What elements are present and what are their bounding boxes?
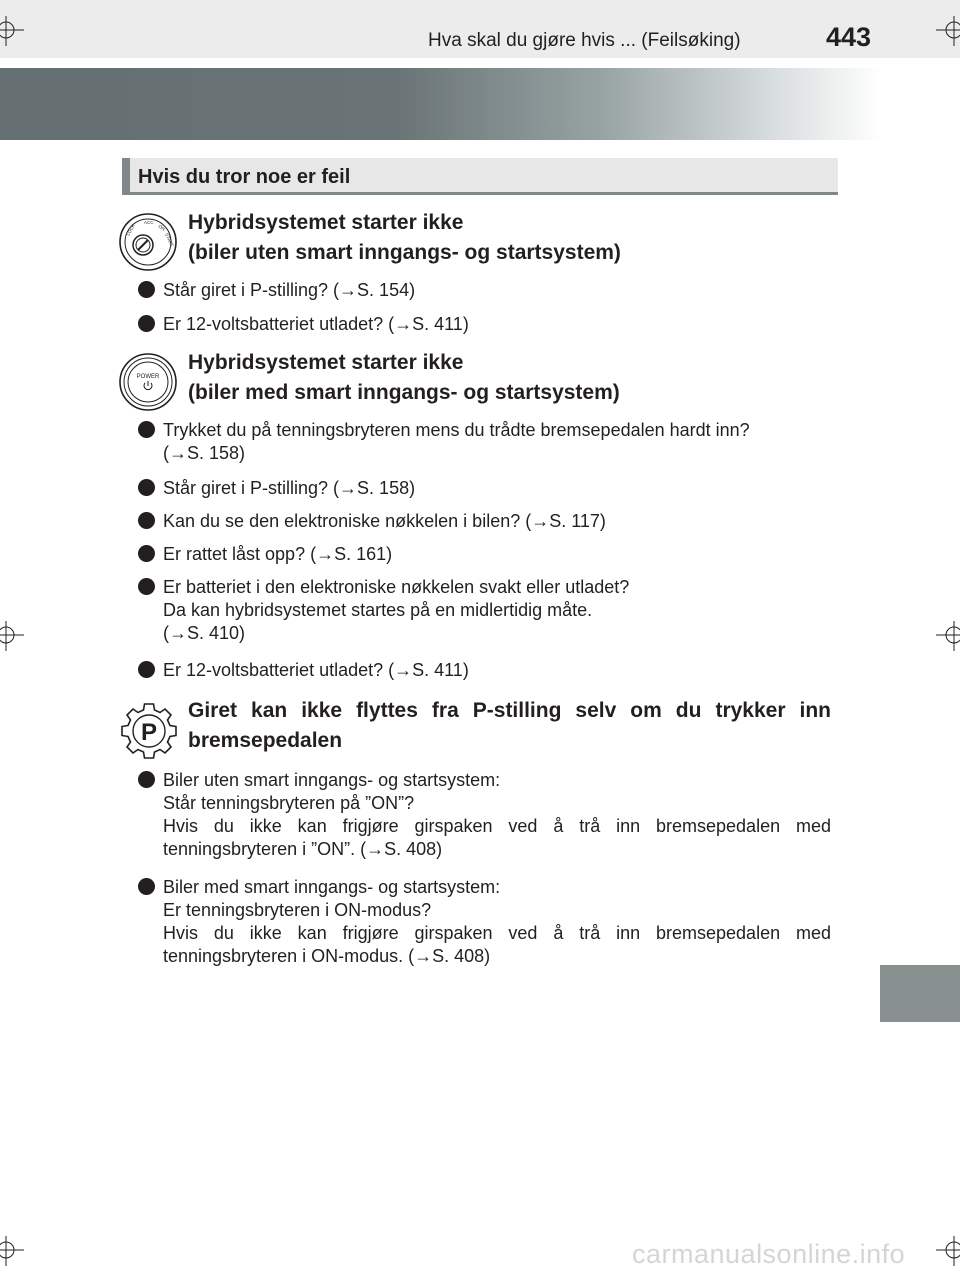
ignition-on-label: ON	[157, 223, 166, 232]
page-number: 443	[826, 22, 872, 52]
ignition-key-switch-icon	[118, 212, 178, 272]
subheading-line: bremsepedalen	[188, 729, 343, 752]
subheading-line: Hybridsystemet starter ikke	[188, 211, 464, 234]
subheading-line: (biler uten smart inngangs- og startsystem)	[188, 241, 621, 264]
crosshair-icon	[0, 16, 30, 46]
ignition-acc-label: ACC	[144, 220, 154, 225]
power-label: POWER	[136, 374, 160, 380]
chapter-banner	[0, 68, 880, 140]
crosshair-icon	[930, 621, 960, 651]
crosshair-icon	[0, 621, 30, 651]
chapter-title: Hva skal du gjøre hvis ... (Feilsøking)	[428, 30, 741, 51]
section-title: Hvis du tror noe er feil	[138, 166, 351, 188]
list-item: Trykket du på tenningsbryteren mens du trådte bremsepedalen hardt inn? (→S. 158)	[138, 419, 831, 465]
list-item: Er rattet låst opp? (→S. 161)	[138, 543, 831, 566]
power-button-icon	[118, 352, 178, 412]
ignition-lock-label: LOCK	[125, 223, 136, 237]
list-item: Står giret i P-stilling? (→S. 154)	[138, 279, 831, 302]
crosshair-icon	[0, 1236, 30, 1266]
list-item: Er 12-voltsbatteriet utladet? (→S. 411)	[138, 313, 831, 336]
list-item: Er 12-voltsbatteriet utladet? (→S. 411)	[138, 659, 831, 682]
subheading-no-start-smart	[188, 348, 620, 408]
list-item: Kan du se den elektroniske nøkkelen i bilen? (→S. 117)	[138, 510, 831, 533]
list-item: Står giret i P-stilling? (→S. 158)	[138, 477, 831, 500]
watermark: carmanualsonline.info	[632, 1239, 906, 1269]
subheading-no-start-key	[188, 208, 621, 268]
park-gear-icon	[118, 700, 180, 762]
list-item: Er batteriet i den elektroniske nøkkelen svakt eller utladet? Da kan hybridsystemet startes på en midlertidig måte. (→S. 410)	[138, 576, 831, 645]
subheading-shift-lock	[188, 696, 831, 756]
park-label: P	[140, 719, 158, 746]
subheading-line: (biler med smart inngangs- og startsystem)	[188, 381, 620, 404]
chapter-tab	[880, 965, 960, 1022]
ignition-start-label: START	[164, 232, 175, 248]
crosshair-icon	[930, 1236, 960, 1266]
subheading-line: Hybridsystemet starter ikke	[188, 351, 464, 374]
list-item: Biler uten smart inngangs- og startsystem: Står tenningsbryteren på ”ON”? Hvis du ikke kan frigjøre girspaken ved å trå inn bremsepedalen med tenningsbryteren i ”ON”. (→S. 408)	[138, 769, 831, 861]
subheading-line: Giret kan ikke flyttes fra P-stilling selv om du trykker inn	[188, 699, 831, 722]
crosshair-icon	[930, 16, 960, 46]
list-item: Biler med smart inngangs- og startsystem: Er tenningsbryteren i ON-modus? Hvis du ikke kan frigjøre girspaken ved å trå inn bremsepedalen med tenningsbryteren i ON-modus. (→S. 408)	[138, 876, 831, 968]
